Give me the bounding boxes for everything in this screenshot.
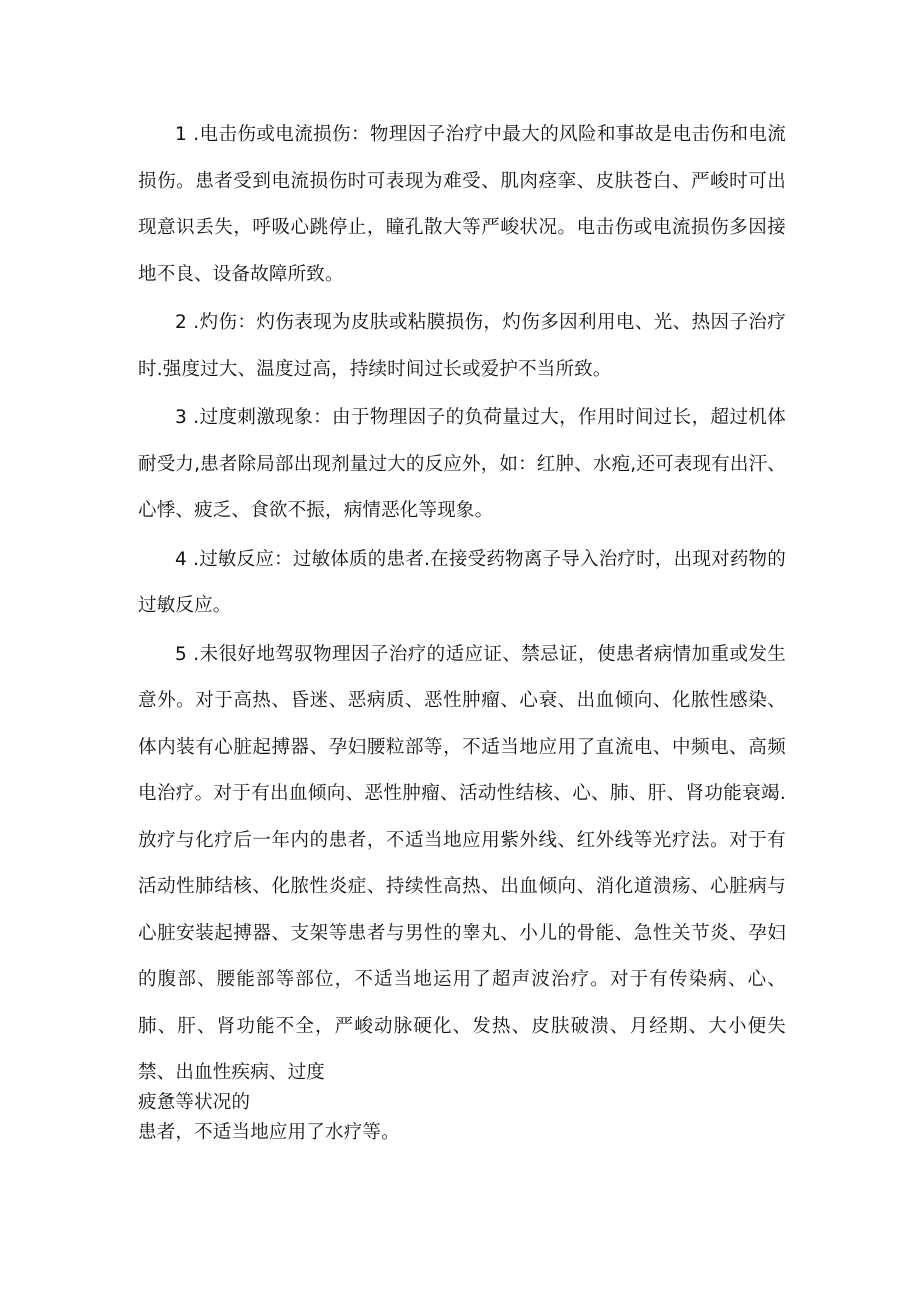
paragraph-allergy: 4 .过敏反应：过敏体质的患者.在接受药物离子导入治疗时，出现对药物的过敏反应。	[138, 548, 786, 616]
paragraph-electric-injury: 1 .电击伤或电流损伤：物理因子治疗中最大的风险和事故是电击伤和电流损伤。患者受到电流损伤时可表现为难受、肌肉痉挛、皮肤苍白、严峻时可出现意识丢失，呼吸心跳停止，瞳孔散大等严峻状况。电击伤或电流损伤多因接地不良、设备故障所致。	[138, 124, 786, 285]
paragraph-overstimulation: 3 .过度刺激现象：由于物理因子的负荷量过大，作用时间过长，超过机体耐受力,患者除局部出现剂量过大的反应外，如：红肿、水疱,还可表现有出汗、心悸、疲乏、食欲不振，病情恶化等现象。	[138, 407, 786, 521]
paragraph-tail-line-2: 患者，不适当地应用了水疗等。	[138, 1121, 400, 1143]
paragraph-tail-line-1: 疲惫等状况的	[138, 1091, 251, 1113]
paragraph-burn: 2 .灼伤：灼伤表现为皮肤或粘膜损伤，灼伤多因利用电、光、热因子治疗时.强度过大、温度过高，持续时间过长或爱护不当所致。	[138, 312, 786, 380]
document-page	[138, 112, 786, 1145]
paragraph-indications: 5 .未很好地驾驭物理因子治疗的适应证、禁忌证，使患者病情加重或发生意外。对于高热、昏迷、恶病质、恶性肿瘤、心衰、出血倾向、化脓性感染、体内装有心脏起搏器、孕妇腰粒部等，不适当地应用了直流电、中频电、高频电治疗。对于有出血倾向、恶性肿瘤、活动性结核、心、肺、肝、肾功能衰竭.放疗与化疗后一年内的患者，不适当地应用紫外线、红外线等光疗法。对于有活动性肺结核、化脓性炎症、持续性高热、出血倾向、消化道溃疡、心脏病与心脏安装起搏器、支架等患者与男性的睾丸、小儿的骨能、急性关节炎、孕妇的腹部、腰能部等部位，不适当地运用了超声波治疗。对于有传染病、心、肺、肝、肾功能不全，严峻动脉硬化、发热、皮肤破溃、月经期、大小便失禁、出血性疾病、过度	[138, 643, 786, 1083]
